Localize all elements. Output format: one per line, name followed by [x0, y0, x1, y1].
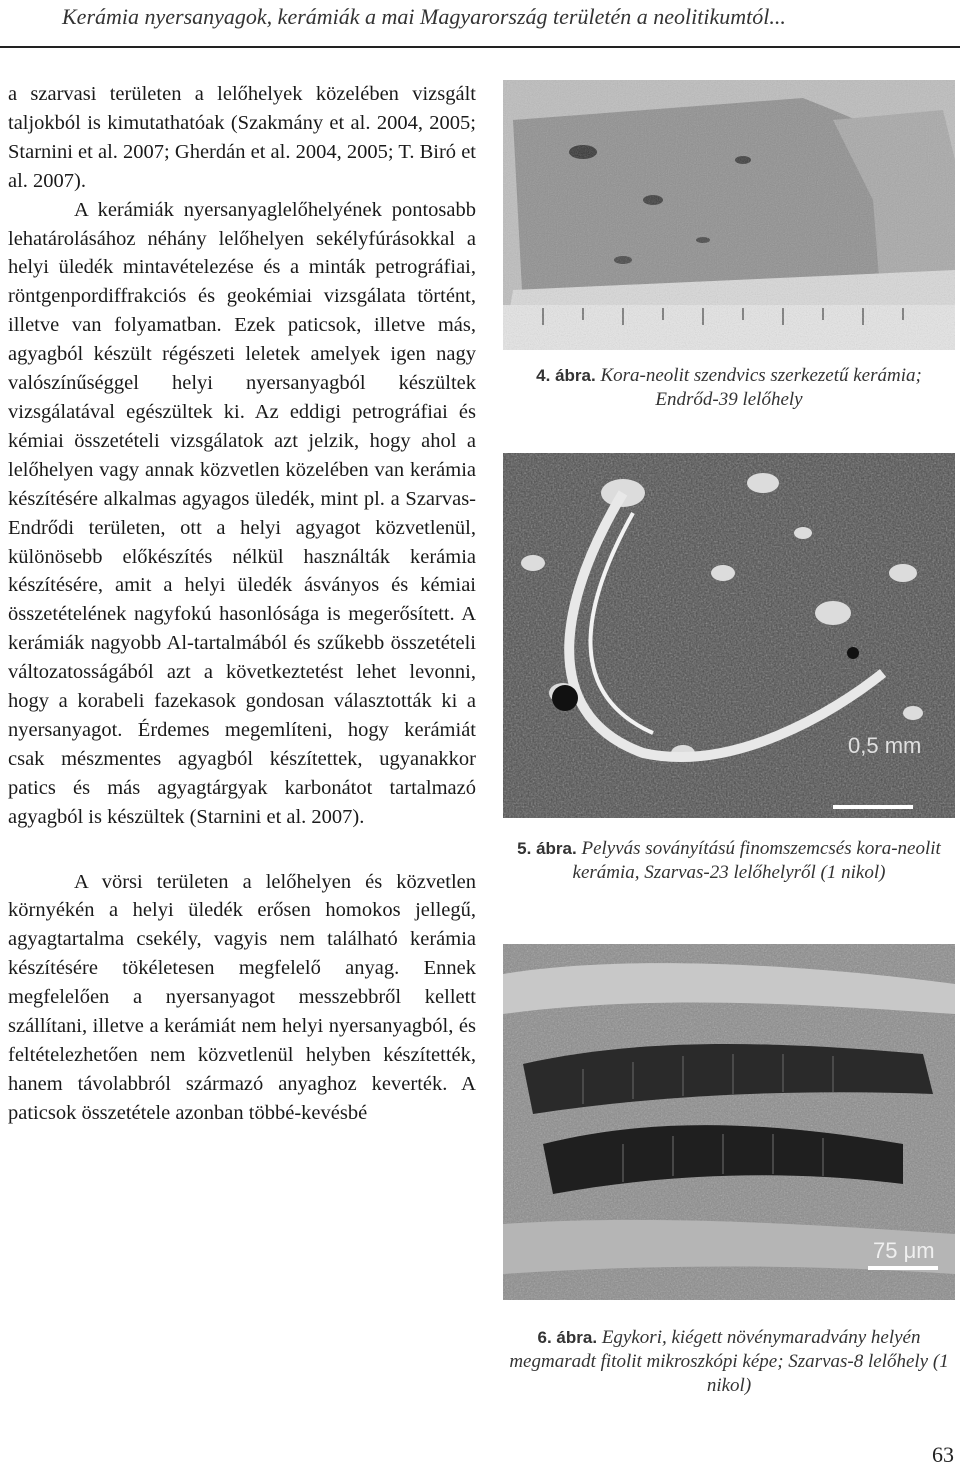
- running-header: Kerámia nyersanyagok, kerámiák a mai Magyarország területén a neolitikumtól...: [62, 4, 786, 29]
- figure-6-micrograph: [503, 944, 955, 1300]
- paragraph-vors: A vörsi területen a lelőhelyen és közvetlen környékén a helyi üledék erősen homokos jellegű, agyagtartalma csekély, vagyis nem található kerámia készítésére tökéletesen megfelelő anyag. Ennek megfelelően a nyersanyagot messzebbről kellett szállítani, illetve a kerámiát nem helyi nyersanyagból, és feltételezhetően nem közvetlenül helyben készítették, hanem távolabbról származó anyaghoz keverték. A paticsok összetétele azonban többé-kevésbé: [8, 870, 476, 1124]
- figure-6-scale-label: 75 μm: [873, 1238, 935, 1263]
- figure-4-number: 4. ábra.: [536, 366, 596, 385]
- header-rule: [0, 46, 960, 48]
- figure-6-caption-text: Egykori, kiégett növénymaradvány helyén megmaradt fitolit mikroszkópi képe; Szarvas-8 lelőhely (1 nikol): [509, 1327, 949, 1396]
- figure-5-micrograph: [503, 453, 955, 818]
- figure-4-caption: [505, 364, 953, 412]
- figure-5-number: 5. ábra.: [517, 839, 577, 858]
- figure-5-caption: [505, 837, 953, 885]
- page-number: 63: [932, 1442, 954, 1467]
- paragraph-raw-material: A kerámiák nyersanyaglelőhelyének pontosabb lehatárolásához néhány lelőhelyen sekélyfúrásokkal a helyi üledék mintavételezése és a minták petrográfiai, röntgenpordiffrakciós és geokémiai vizsgálata történt, illetve van folyamatban. Ezek paticsok, illetve más, agyagból készült régészeti leletek amelyek igen nagy valószínűséggel helyi nyersanyagból készültek vizsgálatával egészültek ki. Az eddigi petrográfiai és kémiai összetételi vizsgálatok azt jelzik, hogy ahol a lelőhelyen vagy annak közvetlen közelében van kerámia készítésére alkalmas agyagos üledék, mint pl. a Szarvas-Endrődi területen, ott a helyi agyagot közvetlenül, különösebb előkészítés nélkül használták kerámia készítésére, amit a helyi üledék ásványos és kémiai összetételének nagyfokú hasonlósága is megerősített. A kerámiák nagyobb Al-tartalmából és szűkebb összetételi változatosságából azt a következtetést lehet levonni, hogy a korabeli fazekasok gondosan választották ki a nyersanyagot. Érdemes megemlíteni, hogy kerámiát csak mészmentes agyagból készítettek, ugyanakkor patics és más agyagtárgyak karbonátot tartalmazó agyagból is készültek (Starnini et al. 2007).: [8, 198, 476, 828]
- figure-4-photo: [503, 80, 955, 350]
- figure-6-caption: [505, 1326, 953, 1398]
- figure-5-scale-label: 0,5 mm: [848, 733, 922, 758]
- figure-6-number: 6. ábra.: [537, 1328, 598, 1347]
- figure-5-caption-text: Pelyvás soványítású finomszemcsés kora-neolit kerámia, Szarvas-23 lelőhelyről (1 nikol): [572, 838, 941, 883]
- figure-4-caption-text: Kora-neolit szendvics szerkezetű kerámia; Endrőd-39 lelőhely: [600, 365, 922, 410]
- body-text-column: [8, 80, 476, 1128]
- paragraph-continuation: a szarvasi területen a lelőhelyek közelében vizsgált taljokból is kimutathatóak (Szakmány et al. 2004, 2005; Starnini et al. 2007; Gherdán et al. 2004, 2005; T. Biró et al. 2007).: [8, 83, 476, 192]
